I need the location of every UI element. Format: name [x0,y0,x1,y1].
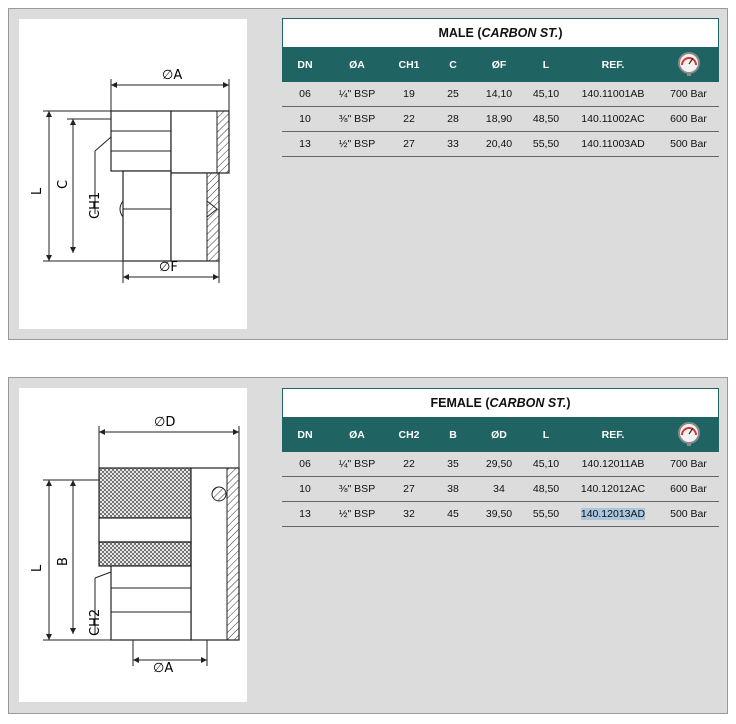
cell: 22 [386,107,432,132]
col-header: ØF [491,59,507,71]
cell: 27 [386,477,432,502]
male-dim-f-label: ∅F [159,260,178,275]
cell: 39,50 [474,502,524,527]
cell: 35 [432,452,474,477]
male-spec-table [282,18,719,157]
col-header: REF. [601,429,625,441]
cell: ½" BSP [328,132,386,157]
col-header: ØA [349,59,365,71]
cell: 140.11002AC [568,107,658,132]
col-header: C [449,59,457,71]
male-title-material: CARBON ST. [481,26,559,40]
male-table [282,48,719,157]
cell: 55,50 [524,132,568,157]
cell: 13 [282,502,328,527]
female-dim-b-label: B [56,557,71,566]
male-drawing-svg [19,19,247,329]
cell: 13 [282,132,328,157]
cell: 45,10 [524,82,568,107]
pressure-gauge-icon [676,421,702,447]
cell: 140.11001AB [568,82,658,107]
male-dim-c-label: C [56,179,71,189]
male-table-title [282,18,719,48]
female-dim-a-label: ∅A [153,661,174,676]
cell: 22 [386,452,432,477]
table-row [282,132,719,157]
female-header-row [282,418,719,452]
col-header: CH1 [398,59,420,71]
col-header: L [542,59,550,71]
col-header: B [449,429,457,441]
male-title-close: ) [558,26,563,40]
cell: 14,10 [474,82,524,107]
table-row [282,502,719,527]
col-header-pressure [658,418,719,452]
cell: 34 [474,477,524,502]
selected-reference-text[interactable]: 140.12013AD [580,508,646,520]
female-drawing-svg [19,388,247,702]
cell: 25 [432,82,474,107]
male-header-row [282,48,719,82]
female-dim-l-label: L [30,564,45,572]
cell: 06 [282,82,328,107]
male-coupling-drawing [19,19,247,329]
cell: 140.11003AD [568,132,658,157]
cell: 140.12011AB [568,452,658,477]
female-dim-d-label: ∅D [154,415,176,430]
cell: 10 [282,107,328,132]
cell: 48,50 [524,107,568,132]
cell: 38 [432,477,474,502]
cell: 700 Bar [658,82,719,107]
cell [568,502,658,527]
cell: 48,50 [524,477,568,502]
cell: 140.12012AC [568,477,658,502]
cell: 20,40 [474,132,524,157]
cell: 32 [386,502,432,527]
cell: 27 [386,132,432,157]
female-table-title [282,388,719,418]
female-coupling-panel [8,377,728,714]
cell: 600 Bar [658,107,719,132]
col-header: DN [297,59,313,71]
cell: 28 [432,107,474,132]
female-dim-ch2-label: CH2 [88,608,103,636]
cell: 29,50 [474,452,524,477]
cell: ¼" BSP [328,82,386,107]
col-header: DN [297,429,313,441]
cell: 45 [432,502,474,527]
cell: ½" BSP [328,502,386,527]
cell: 500 Bar [658,502,719,527]
cell: 700 Bar [658,452,719,477]
cell: 600 Bar [658,477,719,502]
cell: 500 Bar [658,132,719,157]
cell: 55,50 [524,502,568,527]
table-row [282,107,719,132]
col-header: REF. [601,59,625,71]
male-dim-a-label: ∅A [162,68,183,83]
col-header: ØA [349,429,365,441]
cell: 19 [386,82,432,107]
pressure-gauge-icon [676,51,702,77]
table-row [282,82,719,107]
cell: ⅜" BSP [328,107,386,132]
female-title-close: ) [566,396,571,410]
cell: 33 [432,132,474,157]
male-title-text: MALE ( [438,26,482,40]
male-coupling-panel [8,8,728,340]
table-row [282,477,719,502]
male-dim-l-label: L [30,187,45,195]
cell: 18,90 [474,107,524,132]
female-title-text: FEMALE ( [430,396,490,410]
female-coupling-drawing [19,388,247,702]
table-row [282,452,719,477]
cell: 06 [282,452,328,477]
cell: 10 [282,477,328,502]
col-header: L [542,429,550,441]
col-header-pressure [658,48,719,82]
cell: 45,10 [524,452,568,477]
cell: ⅜" BSP [328,477,386,502]
col-header: ØD [491,429,507,441]
female-title-material: CARBON ST. [489,396,567,410]
male-dim-ch1-label: CH1 [88,191,103,219]
cell: ¼" BSP [328,452,386,477]
female-table [282,418,719,527]
col-header: CH2 [398,429,420,441]
female-spec-table [282,388,719,527]
